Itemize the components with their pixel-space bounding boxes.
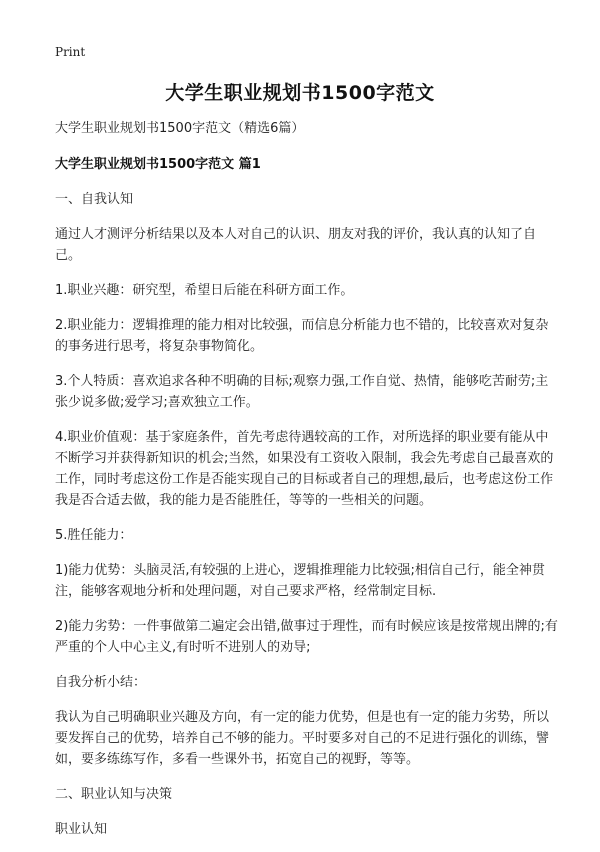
paragraph-strengths: 1)能力优势：头脑灵活,有较强的上进心，逻辑推理能力比较强;相信自己行，能全神贯注，能够客观地分析和处理问题，对自己要求严格，经常制定目标. [55, 563, 545, 599]
paragraph-values: 4.职业价值观：基于家庭条件，首先考虑待遇较高的工作，对所选择的职业要有能从中不断学习并获得新知识的机会;当然，如果没有工资收入限制，我会先考虑自己最喜欢的工作，同时考虑这份工作是否能实现自己的目标或者自己的理想,最后，也考虑这份工作我是否合适去做，我的能力是否能胜任，等等的一些相关的问题。 [55, 430, 554, 508]
paragraph-ability: 2.职业能力：逻辑推理的能力相对比较强，而信息分析能力也不错的，比较喜欢对复杂的事务进行思考，将复杂事物简化。 [55, 318, 549, 354]
paragraph-competence-heading: 5.胜任能力： [55, 528, 133, 543]
section-heading: 大学生职业规划书1500字范文 篇1 [55, 157, 261, 172]
paragraph-traits: 3.个人特质：喜欢追求各种不明确的目标;观察力强,工作自觉、热情，能够吃苦耐劳;主张少说多做;爱学习;喜欢独立工作。 [55, 374, 549, 410]
paragraph-career-cognition: 职业认知 [55, 822, 108, 837]
paragraph-weaknesses: 2)能力劣势：一件事做第二遍定会出错,做事过于理性，而有时候应该是按常规出牌的;有严重的个人中心主义,有时听不进别人的劝导; [55, 619, 558, 655]
paragraph-summary: 我认为自己明确职业兴趣及方向，有一定的能力优势，但是也有一定的能力劣势，所以要发挥自己的优势，培养自己不够的能力。平时要多对自己的不足进行强化的训练，譬如，要多练练写作，多看一些课外书，拓宽自己的视野，等等。 [55, 710, 550, 767]
document-subtitle: 大学生职业规划书1500字范文（精选6篇） [55, 121, 305, 136]
paragraph-summary-heading: 自我分析小结： [55, 675, 147, 690]
page-title: 大学生职业规划书1500字范文 [165, 82, 435, 104]
heading-self-awareness: 一、自我认知 [55, 192, 134, 207]
document-body [55, 118, 560, 852]
paragraph-intro: 通过人才测评分析结果以及本人对自己的认识、朋友对我的评价，我认真的认知了自己。 [55, 227, 537, 263]
heading-career-cognition: 二、职业认知与决策 [55, 787, 173, 802]
paragraph-interest: 1.职业兴趣：研究型，希望日后能在科研方面工作。 [55, 283, 354, 298]
print-label[interactable]: Print [55, 45, 86, 59]
